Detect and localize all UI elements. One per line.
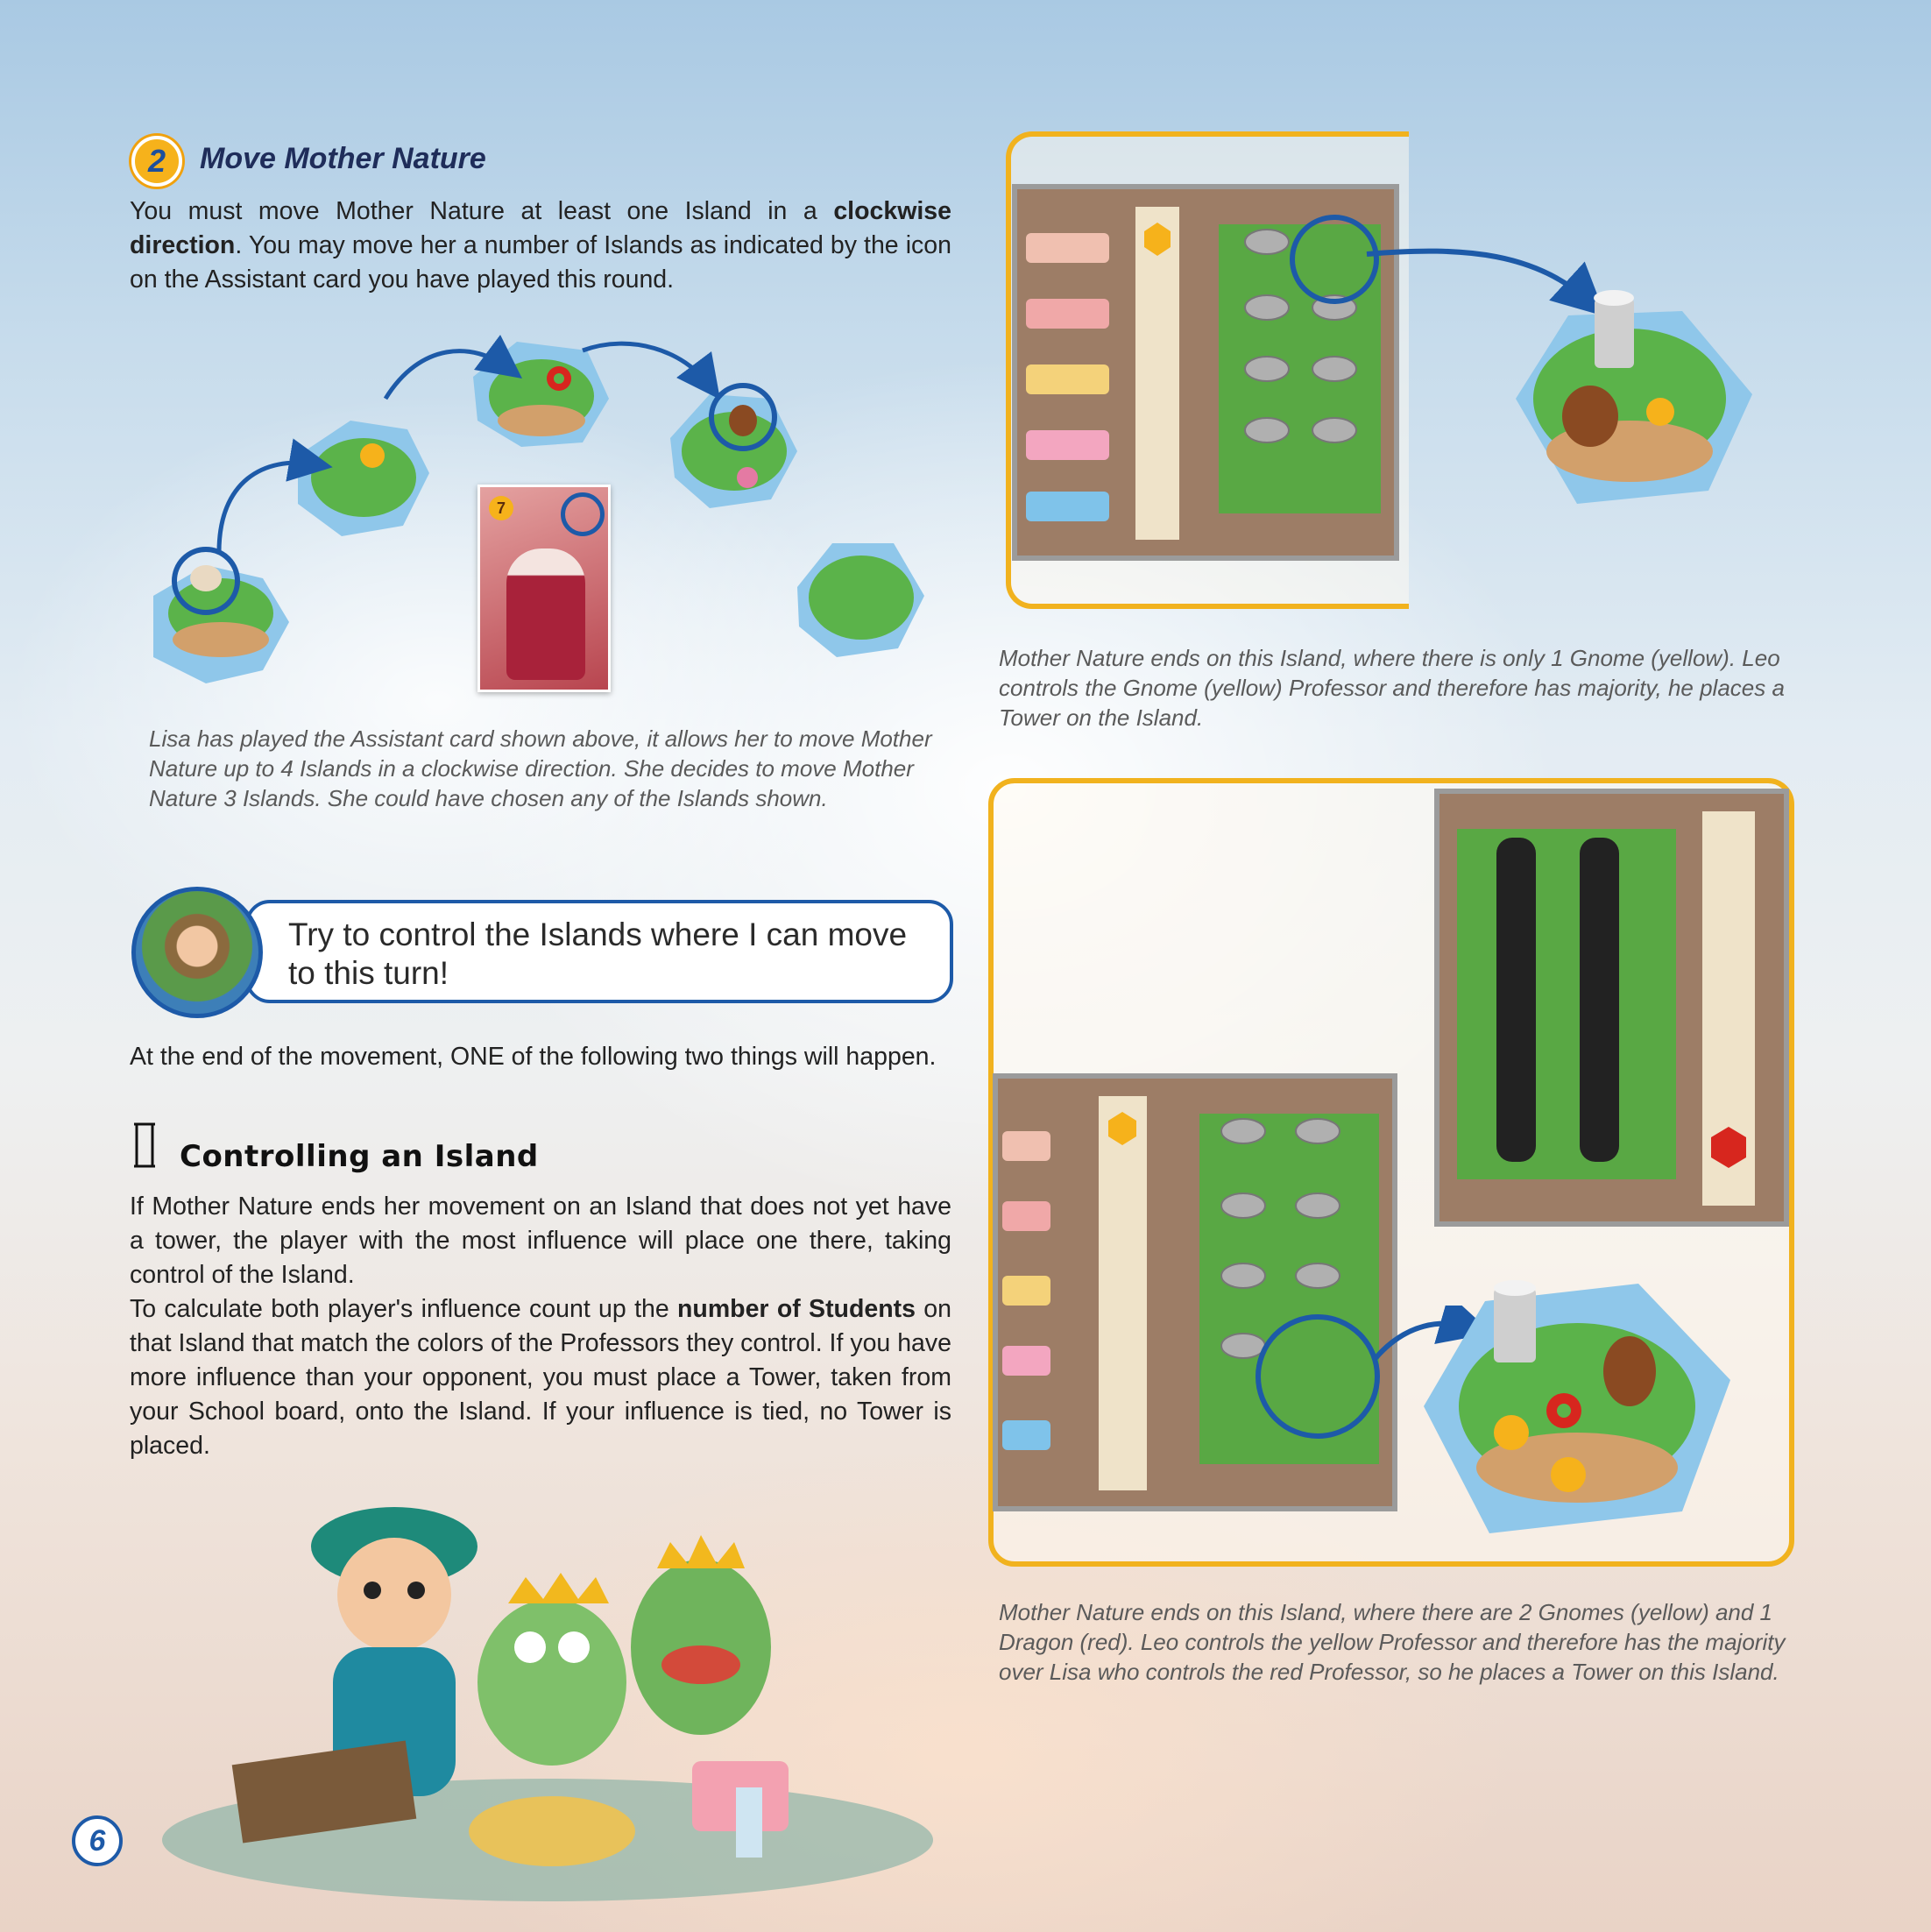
island-4 — [797, 543, 924, 657]
card-move-icon-highlight — [561, 492, 605, 536]
island-start — [153, 549, 289, 683]
student-yellow-2 — [1551, 1457, 1586, 1492]
school-board-art-2-top — [1439, 794, 1784, 1221]
card-value: 7 — [489, 496, 513, 520]
section-title: Move Mother Nature — [200, 142, 486, 175]
para2-text-start: To calculate both player's influence count up the — [130, 1295, 678, 1323]
tower-white — [1595, 298, 1634, 368]
student-yellow-1 — [1494, 1415, 1529, 1450]
intro-text-start: You must move Mother Nature at least one Island in a — [130, 197, 834, 225]
after-movement-paragraph: At the end of the movement, ONE of the following two things will happen. — [130, 1043, 937, 1071]
assistant-character-image — [506, 548, 585, 680]
caption-assistant-card: Lisa has played the Assistant card shown above, it allows her to move Mother Nature up to 4 Islands in a clockwise direction. She decides to move Mother Nature 3 Islands. She could have chosen any of the Islands shown. — [149, 725, 932, 811]
para2-text-bold: number of Students — [677, 1295, 916, 1323]
island-example-2 — [1419, 1275, 1735, 1538]
controlling-paragraph-1: If Mother Nature ends her movement on an Island that does not yet have a tower, the player with the most influence will place one there, taking control of the Island. — [130, 1192, 951, 1289]
characters-illustration — [131, 1472, 964, 1910]
school-board-art-2 — [998, 1079, 1392, 1506]
intro-text-bold: clockwise direction — [130, 197, 951, 259]
frog-character-2 — [631, 1535, 771, 1735]
speech-bubble — [245, 900, 953, 1003]
step-number-badge: 2 — [131, 136, 182, 187]
plate — [469, 1796, 635, 1866]
island-example-1 — [1498, 285, 1761, 521]
glass — [736, 1787, 762, 1858]
subsection-title: Controlling an Island — [180, 1139, 539, 1174]
caption-example-2: Mother Nature ends on this Island, where there are 2 Gnomes (yellow) and 1 Dragon (red). Leo controls the yellow Professor and therefore has the majority over Lisa who controls the red Professor, so he places a Tower on this Island. — [999, 1599, 1786, 1685]
frog-character-1 — [477, 1573, 626, 1766]
move-arrow-3 — [583, 343, 710, 386]
character-avatar — [131, 887, 263, 1018]
assistant-card — [477, 485, 611, 692]
caption-example-1: Mother Nature ends on this Island, where there is only 1 Gnome (yellow). Leo controls the Gnome (yellow) Professor and therefore has majority, he places a Tower on the Island. — [999, 645, 1785, 731]
controlling-paragraph-2 — [130, 1292, 951, 1463]
hourglass-icon — [131, 1122, 158, 1169]
tower-white-2 — [1494, 1288, 1536, 1362]
student-yellow — [1646, 398, 1674, 426]
island-3 — [670, 386, 797, 508]
mother-nature-pawn-2 — [1603, 1336, 1656, 1406]
speech-text: Try to control the Islands where I can move to this turn! — [288, 916, 908, 991]
para2-text-end: on that Island that match the colors of the Professors they control. If you have more influence than your opponent, you must place a Tower, taken from your School board, onto the Island. If your influence is tied, no Tower is placed. — [130, 1295, 951, 1460]
mother-nature-pawn — [1562, 386, 1618, 447]
intro-paragraph — [130, 195, 951, 297]
page-number: 6 — [72, 1815, 123, 1866]
island-1 — [298, 421, 429, 536]
intro-text-end: . You may move her a number of Islands as indicated by the icon on the Assistant card you have played this round. — [130, 231, 951, 294]
school-board-example-2 — [993, 1073, 1397, 1511]
school-board-example-1 — [1012, 184, 1399, 561]
school-board-art-1 — [1017, 189, 1394, 557]
school-board-example-2-top — [1434, 789, 1789, 1227]
